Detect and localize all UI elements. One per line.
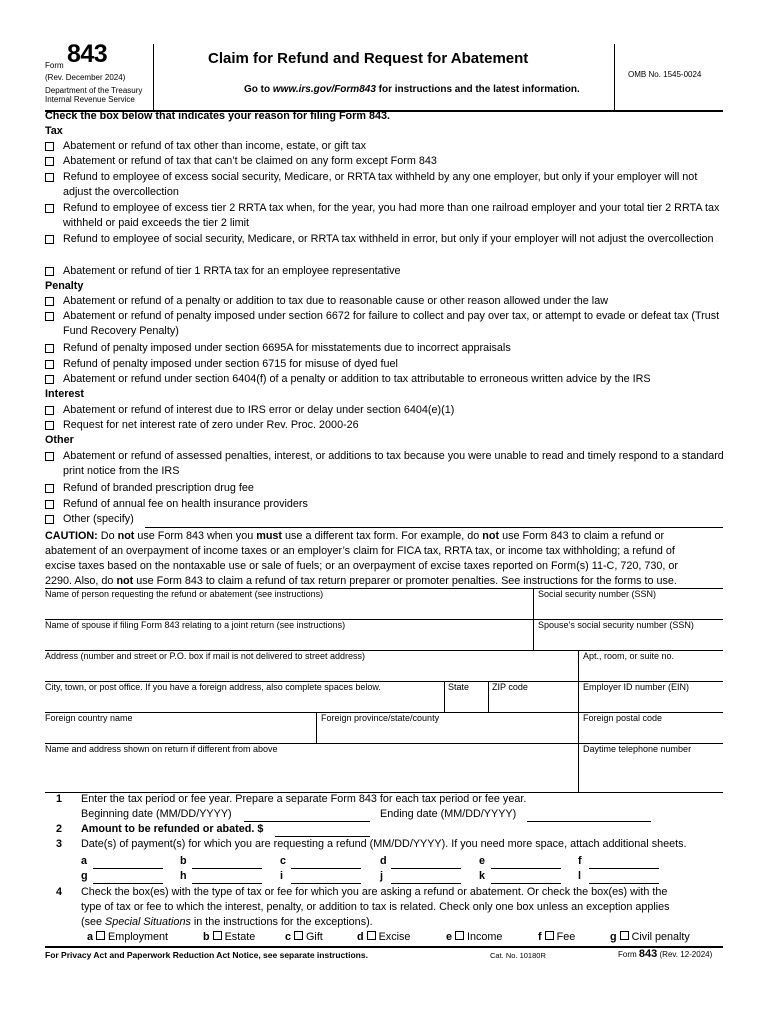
checkbox[interactable] [45,500,54,509]
phone-field[interactable]: Daytime telephone number [583,744,692,754]
payment-date-field[interactable] [192,883,262,884]
omb-number: OMB No. 1545-0024 [628,70,702,79]
state-field[interactable]: State [448,682,470,692]
ending-date-label: Ending date (MM/DD/YYYY) [380,808,517,820]
tax-type-income[interactable]: e Income [446,931,503,943]
caution-text: CAUTION: Do not use Form 843 when you must use a different tax form. For example, do not use Form 843 to claim a refund or abatement of an overpayment of income taxes or an employer’s claim for FICA tax, RRTA tax, or income tax withholding; a refund of excise taxes based on the nontaxable use or sale of fuels; or an overpayment of excise taxes reported on Form(s) 11-C, 720, 730, or 2290. Also, do not use Form 843 to claim a refund of tax return preparer or promoter penalties. See instructions for the forms to use. [45,530,678,587]
tax-type-estate[interactable]: b Estate [203,931,256,943]
payment-date-letter: f [578,855,582,867]
payment-date-letter: h [180,870,187,882]
checkbox[interactable] [45,157,54,166]
agency: Internal Revenue Service [45,95,135,104]
line-2-text: Amount to be refunded or abated. $ [81,823,264,835]
checkbox[interactable] [45,297,54,306]
line-3-number: 3 [56,838,63,850]
payment-date-field[interactable] [291,883,361,884]
line-4-text: (see Special Situations in the instructions for the exceptions). [81,916,373,928]
payment-date-field[interactable] [391,883,461,884]
goto-line: Go to www.irs.gov/Form843 for instructions and the latest information. [244,84,580,95]
checkbox[interactable] [45,406,54,415]
form-id-block [45,40,155,110]
line-2-number: 2 [56,823,63,835]
payment-date-field[interactable] [491,868,561,869]
checkbox[interactable] [45,360,54,369]
payment-date-letter: a [81,855,88,867]
payment-date-letter: l [578,870,581,882]
ssn-field[interactable]: Social security number (SSN) [538,589,657,599]
checkbox[interactable] [96,931,105,940]
line-1-text: Enter the tax period or fee year. Prepare a separate Form 843 for each tax period or fee year. [81,793,527,805]
checkbox[interactable] [45,344,54,353]
checkbox[interactable] [45,312,54,321]
foreign-postal-field[interactable]: Foreign postal code [583,713,663,723]
section-interest-heading: Interest [45,388,85,400]
privacy-notice: For Privacy Act and Paperwork Reduction Act Notice, see separate instructions. [45,950,368,960]
line-4-text: type of tax or fee to which the interest, penalty, or addition to tax is related. Check only one box unless an exception applies [81,901,670,913]
payment-date-field[interactable] [491,883,561,884]
checkbox[interactable] [45,173,54,182]
form-number: 843 [67,40,108,68]
return-name-address-field[interactable]: Name and address shown on return if different from above [45,744,278,754]
checkbox[interactable] [45,515,54,524]
ending-date-field[interactable] [527,821,651,822]
payment-date-letter: c [280,855,287,867]
checkbox[interactable] [45,204,54,213]
zip-field[interactable]: ZIP code [492,682,528,692]
payment-date-letter: k [479,870,486,882]
payment-date-letter: i [280,870,283,882]
section-other-heading: Other [45,434,74,446]
tax-type-fee[interactable]: f Fee [538,931,576,943]
payment-date-letter: g [81,870,88,882]
checkbox[interactable] [45,484,54,493]
other-specify-field[interactable] [145,527,723,528]
tax-type-civil-penalty[interactable]: g Civil penalty [610,931,690,943]
checkbox[interactable] [620,931,629,940]
payment-date-letter: b [180,855,187,867]
line-4-number: 4 [56,886,63,898]
checkbox[interactable] [45,452,54,461]
footer-form-id: Form 843 (Rev. 12-2024) [618,948,713,960]
checkbox[interactable] [455,931,464,940]
checkbox[interactable] [545,931,554,940]
form-header [0,40,768,112]
tax-type-excise[interactable]: d Excise [357,931,411,943]
address-field[interactable]: Address (number and street or P.O. box if mail is not delivered to street address) [45,651,365,661]
name-field[interactable]: Name of person requesting the refund or abatement (see instructions) [45,589,324,599]
spouse-ssn-field[interactable]: Spouse’s social security number (SSN) [538,620,694,630]
line-3-text: Date(s) of payment(s) for which you are requesting a refund (MM/DD/YYYY). If you need more space, attach additional sheets. [81,838,687,850]
checkbox[interactable] [213,931,222,940]
city-field[interactable]: City, town, or post office. If you have a foreign address, also complete spaces below. [45,682,381,692]
checkbox[interactable] [45,375,54,384]
payment-date-field[interactable] [291,868,361,869]
payment-date-letter: d [380,855,387,867]
department: Department of the Treasury [45,86,143,95]
payment-date-field[interactable] [93,868,163,869]
revision-date: (Rev. December 2024) [45,73,126,82]
section-tax-heading: Tax [45,125,63,137]
tax-type-gift[interactable]: c Gift [285,931,323,943]
checkbox[interactable] [45,267,54,276]
apt-field[interactable]: Apt., room, or suite no. [583,651,675,661]
irs-url-link[interactable]: www.irs.gov/Form843 [272,84,376,95]
catalog-number: Cat. No. 10180R [490,951,546,960]
payment-date-field[interactable] [192,868,262,869]
payment-date-letter: e [479,855,486,867]
spouse-name-field[interactable]: Name of spouse if filing Form 843 relating to a joint return (see instructions) [45,620,346,630]
checkbox[interactable] [45,235,54,244]
checkbox[interactable] [45,421,54,430]
foreign-country-field[interactable]: Foreign country name [45,713,133,723]
payment-date-field[interactable] [391,868,461,869]
checkbox[interactable] [367,931,376,940]
section-penalty-heading: Penalty [45,280,84,292]
payment-date-field[interactable] [589,883,659,884]
checkbox[interactable] [294,931,303,940]
tax-type-employment[interactable]: a Employment [87,931,169,943]
foreign-province-field[interactable]: Foreign province/state/county [321,713,440,723]
line-1-number: 1 [56,793,63,805]
payment-date-field[interactable] [93,883,163,884]
payment-date-field[interactable] [589,868,659,869]
form-title: Claim for Refund and Request for Abatement [208,50,529,67]
beginning-date-label: Beginning date (MM/DD/YYYY) [81,808,232,820]
check-instruction: Check the box below that indicates your reason for filing Form 843. [45,110,390,122]
ein-field[interactable]: Employer ID number (EIN) [583,682,690,692]
payment-date-letter: j [380,870,383,882]
checkbox[interactable] [45,142,54,151]
form-word: Form [45,61,64,70]
line-4-text: Check the box(es) with the type of tax or fee for which you are asking a refund or abatement. Or check the box(es) with the [81,886,668,898]
